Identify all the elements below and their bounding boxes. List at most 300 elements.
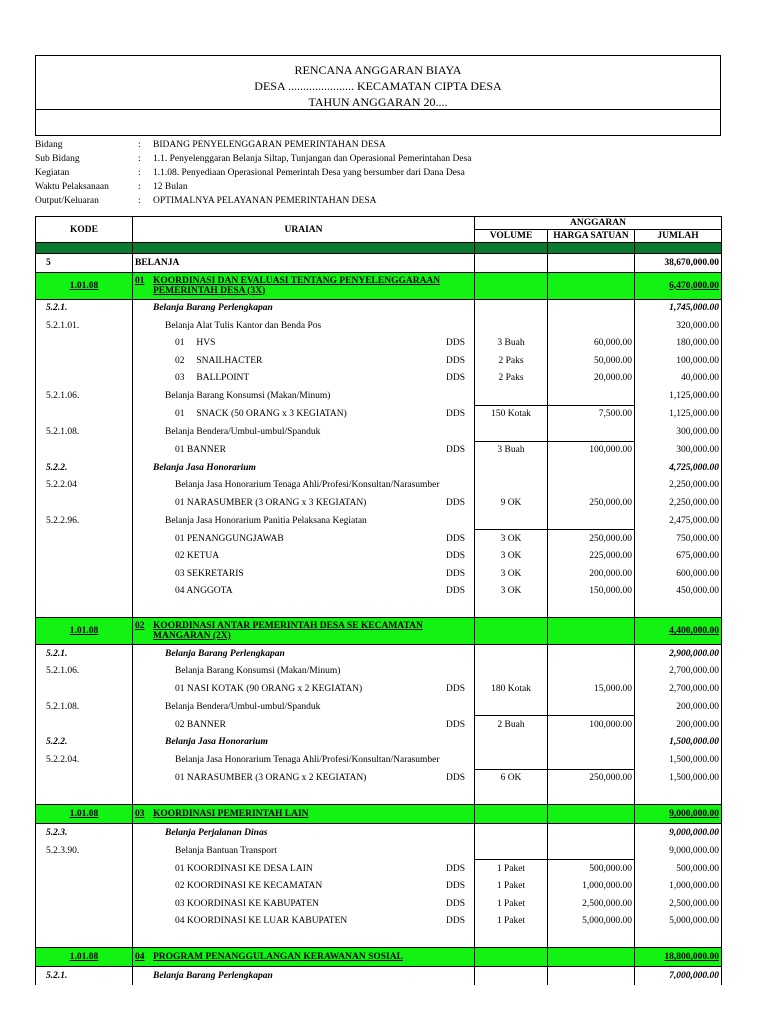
- row-description: [133, 565, 475, 583]
- row-description: [133, 967, 475, 985]
- col-kode: KODE: [36, 217, 133, 243]
- volume-cell: 1 Paket: [475, 878, 548, 896]
- item-name: 01 SNACK (50 ORANG x 3 KEGIATAN): [175, 409, 347, 419]
- price-cell: 250,000.00: [548, 530, 635, 548]
- row-label: Belanja Perjalanan Dinas: [165, 827, 268, 838]
- empty-cell: [548, 930, 635, 948]
- volume-cell: 2 Paks: [475, 352, 548, 370]
- row-label: Belanja Bendera/Umbul-umbul/Spanduk: [165, 427, 321, 437]
- info-value: 1.1.08. Penyediaan Operasional Pemerintah Desa yang bersumber dari Dana Desa: [153, 168, 465, 178]
- table-row: [36, 477, 722, 495]
- row-description: [133, 805, 475, 824]
- item-name: 01 NARASUMBER (3 ORANG x 2 KEGIATAN): [175, 773, 367, 783]
- total-cell: 500,000.00: [635, 860, 722, 878]
- volume-cell: [475, 512, 548, 530]
- activity-title: [153, 809, 309, 819]
- price-cell: [548, 734, 635, 752]
- row-description: [133, 824, 475, 842]
- funding-source: DDS: [446, 586, 466, 597]
- row-description: [133, 663, 475, 681]
- price-cell: 7,500.00: [548, 405, 635, 423]
- volume-cell: 3 OK: [475, 565, 548, 583]
- price-cell: [548, 618, 635, 645]
- price-cell: [548, 299, 635, 317]
- table-row: [36, 663, 722, 681]
- total-cell: 9,000,000.00: [635, 842, 722, 860]
- price-cell: 250,000.00: [548, 769, 635, 787]
- volume-cell: 3 OK: [475, 530, 548, 548]
- row-code: [36, 913, 133, 931]
- activity-title: [153, 621, 423, 641]
- table-row: [36, 512, 722, 530]
- row-code: 5.2.2.96.: [36, 512, 133, 530]
- row-code: 5.2.3.: [36, 824, 133, 842]
- row-description: [133, 387, 475, 405]
- empty-cell: [133, 787, 475, 805]
- activity-title-line-2: PEMERINTAH DESA (3X): [153, 285, 266, 296]
- funding-source: DDS: [446, 568, 466, 579]
- info-row: [35, 138, 721, 152]
- row-code: [36, 716, 133, 734]
- row-description: [133, 698, 475, 716]
- activity-title-line: KOORDINASI PEMERINTAH LAIN: [153, 809, 309, 819]
- volume-cell: 2 Paks: [475, 370, 548, 388]
- table-row: [36, 734, 722, 752]
- table-row: [36, 272, 722, 299]
- table-row: [36, 860, 722, 878]
- price-cell: 50,000.00: [548, 352, 635, 370]
- price-cell: 200,000.00: [548, 565, 635, 583]
- row-code: 5.2.2.04: [36, 477, 133, 495]
- table-row: [36, 967, 722, 985]
- row-description: [133, 335, 475, 353]
- col-number-5: 5: [635, 243, 722, 254]
- volume-cell: 2 Buah: [475, 716, 548, 734]
- col-number-3: 3: [475, 243, 548, 254]
- total-cell: 675,000.00: [635, 548, 722, 566]
- row-label: Belanja Jasa Honorarium Panitia Pelaksana Kegiatan: [165, 515, 367, 526]
- table-row: [36, 769, 722, 787]
- volume-cell: 3 Buah: [475, 335, 548, 353]
- volume-cell: 6 OK: [475, 769, 548, 787]
- blank-row: [35, 110, 721, 136]
- row-description: [133, 548, 475, 566]
- item-name: 03 SEKRETARIS: [175, 568, 244, 579]
- total-cell: 200,000.00: [635, 698, 722, 716]
- funding-source: DDS: [446, 881, 466, 892]
- activity-number: 02: [135, 621, 145, 631]
- table-row: [36, 878, 722, 896]
- total-cell: 200,000.00: [635, 716, 722, 734]
- total-cell: 1,125,000.00: [635, 405, 722, 423]
- row-description: [133, 751, 475, 769]
- price-cell: [548, 842, 635, 860]
- row-code: 1.01.08: [36, 618, 133, 645]
- row-description: [133, 370, 475, 388]
- price-cell: 100,000.00: [548, 716, 635, 734]
- row-label: Belanja Barang Konsumsi (Makan/Minum): [175, 666, 341, 677]
- item-name: 03 KOORDINASI KE KABUPATEN: [175, 898, 320, 909]
- item-name: 02 KETUA: [175, 551, 220, 562]
- row-description: [133, 352, 475, 370]
- budget-table: [35, 216, 722, 985]
- empty-cell: [133, 930, 475, 948]
- row-code: 5.2.1.06.: [36, 387, 133, 405]
- price-cell: [548, 805, 635, 824]
- funding-source: DDS: [446, 409, 466, 419]
- total-cell: 5,000,000.00: [635, 913, 722, 931]
- info-colon: :: [138, 154, 141, 164]
- volume-cell: [475, 477, 548, 495]
- row-description: [133, 878, 475, 896]
- row-code: 5.2.1.08.: [36, 698, 133, 716]
- table-row: [36, 335, 722, 353]
- price-cell: 100,000.00: [548, 441, 635, 459]
- row-label: Belanja Alat Tulis Kantor dan Benda Pos: [165, 320, 322, 331]
- row-label: Belanja Barang Perlengkapan: [165, 648, 285, 659]
- item-name: 04 KOORDINASI KE LUAR KABUPATEN: [175, 916, 348, 927]
- row-description: [133, 842, 475, 860]
- total-cell: 320,000.00: [635, 317, 722, 335]
- row-code: 5.2.1.: [36, 299, 133, 317]
- row-code: 5.2.1.: [36, 967, 133, 985]
- funding-source: DDS: [446, 533, 466, 544]
- col-anggaran: ANGGARAN: [475, 217, 722, 230]
- item-name: 03 BALLPOINT: [175, 373, 250, 384]
- funding-source: DDS: [446, 355, 466, 366]
- total-cell: 9,000,000.00: [635, 824, 722, 842]
- empty-cell: [36, 600, 133, 618]
- row-description: [133, 405, 475, 423]
- info-value: 12 Bulan: [153, 182, 188, 192]
- price-cell: [548, 698, 635, 716]
- activity-title-line: KOORDINASI DAN EVALUASI TENTANG PENYELENGGARAAN: [153, 275, 441, 286]
- row-code: [36, 335, 133, 353]
- document-page: [35, 55, 721, 985]
- price-cell: [548, 948, 635, 967]
- row-code: [36, 878, 133, 896]
- price-cell: [548, 663, 635, 681]
- volume-cell: [475, 698, 548, 716]
- row-description: [133, 317, 475, 335]
- empty-cell: [475, 600, 548, 618]
- funding-source: DDS: [446, 773, 466, 783]
- volume-cell: 3 OK: [475, 583, 548, 601]
- row-description: [133, 459, 475, 477]
- info-row: [35, 180, 721, 194]
- total-cell: 18,800,000.00: [635, 948, 722, 967]
- col-number-2: 2: [133, 243, 475, 254]
- empty-cell: [133, 600, 475, 618]
- row-description: [133, 512, 475, 530]
- price-cell: [548, 459, 635, 477]
- table-row: [36, 680, 722, 698]
- item-name: 01 BANNER: [175, 445, 226, 455]
- total-cell: 1,500,000.00: [635, 751, 722, 769]
- table-row: [36, 548, 722, 566]
- row-description: [133, 769, 475, 787]
- info-label: Sub Bidang: [35, 154, 80, 164]
- volume-cell: [475, 842, 548, 860]
- row-label: Belanja Jasa Honorarium: [153, 462, 256, 473]
- price-cell: 15,000.00: [548, 680, 635, 698]
- volume-cell: [475, 272, 548, 299]
- empty-cell: [475, 787, 548, 805]
- document-title-block: [35, 55, 721, 110]
- row-code: [36, 441, 133, 459]
- item-name: 01 NASI KOTAK (90 ORANG x 2 KEGIATAN): [175, 683, 363, 694]
- volume-cell: [475, 459, 548, 477]
- total-cell: 2,250,000.00: [635, 477, 722, 495]
- col-uraian: URAIAN: [133, 217, 475, 243]
- table-row: [36, 530, 722, 548]
- empty-cell: [635, 600, 722, 618]
- volume-cell: [475, 387, 548, 405]
- item-name: 04 ANGGOTA: [175, 586, 233, 597]
- table-row: [36, 583, 722, 601]
- table-row: [36, 824, 722, 842]
- activity-number: 01: [135, 275, 145, 286]
- row-code: [36, 769, 133, 787]
- volume-cell: [475, 618, 548, 645]
- row-description: [133, 441, 475, 459]
- total-cell: 2,475,000.00: [635, 512, 722, 530]
- table-row: [36, 751, 722, 769]
- row-code: [36, 895, 133, 913]
- row-code: [36, 565, 133, 583]
- activity-title: [153, 952, 403, 962]
- table-row: [36, 600, 722, 618]
- row-code: 5.2.1.06.: [36, 663, 133, 681]
- funding-source: DDS: [446, 445, 466, 455]
- total-cell: 2,700,000.00: [635, 680, 722, 698]
- price-cell: [548, 477, 635, 495]
- item-name: 01 KOORDINASI KE DESA LAIN: [175, 863, 313, 874]
- row-code: 5.2.1.01.: [36, 317, 133, 335]
- row-code: 1.01.08: [36, 948, 133, 967]
- item-name: 01 NARASUMBER (3 ORANG x 3 KEGIATAN): [175, 497, 367, 508]
- total-cell: 300,000.00: [635, 423, 722, 441]
- funding-source: DDS: [446, 338, 466, 349]
- col-jumlah: JUMLAH: [635, 230, 722, 243]
- info-colon: :: [138, 196, 141, 206]
- volume-cell: [475, 805, 548, 824]
- title-line-1: RENCANA ANGGARAN BIAYA: [294, 63, 462, 77]
- table-row: [36, 645, 722, 663]
- empty-cell: [548, 600, 635, 618]
- price-cell: [548, 317, 635, 335]
- total-cell: 4,400,000.00: [635, 618, 722, 645]
- info-value: OPTIMALNYA PELAYANAN PEMERINTAHAN DESA: [153, 196, 377, 206]
- item-name: 01 HVS: [175, 338, 216, 349]
- row-code: [36, 548, 133, 566]
- row-label: Belanja Jasa Honorarium Tenaga Ahli/Profesi/Konsultan/Narasumber: [175, 480, 440, 491]
- table-row: [36, 387, 722, 405]
- activity-title-line-2: MANGARAN (2X): [153, 631, 231, 641]
- table-row: [36, 948, 722, 967]
- info-label: Waktu Pelaksanaan: [35, 182, 109, 192]
- row-code: [36, 680, 133, 698]
- total-cell: 40,000.00: [635, 370, 722, 388]
- info-label: Bidang: [35, 140, 63, 150]
- total-cell: 38,670,000.00: [635, 254, 722, 273]
- funding-source: DDS: [446, 373, 466, 384]
- table-row: [36, 787, 722, 805]
- empty-cell: [548, 787, 635, 805]
- table-row: [36, 405, 722, 423]
- row-description: [133, 299, 475, 317]
- total-cell: 2,250,000.00: [635, 494, 722, 512]
- activity-title-line: PROGRAM PENANGGULANGAN KERAWANAN SOSIAL: [153, 952, 403, 962]
- empty-cell: [36, 930, 133, 948]
- row-code: [36, 494, 133, 512]
- row-code: [36, 405, 133, 423]
- item-name: 02 KOORDINASI KE KECAMATAN: [175, 881, 323, 892]
- row-description: [133, 530, 475, 548]
- row-description: [133, 618, 475, 645]
- activity-number: 04: [135, 952, 145, 962]
- price-cell: [548, 387, 635, 405]
- row-code: 5.2.3.90.: [36, 842, 133, 860]
- item-name: 02 SNAILHACTER: [175, 355, 263, 366]
- total-cell: 1,125,000.00: [635, 387, 722, 405]
- table-row: [36, 913, 722, 931]
- activity-info: [35, 136, 721, 216]
- price-cell: [548, 254, 635, 273]
- total-cell: 2,900,000.00: [635, 645, 722, 663]
- row-label: Belanja Jasa Honorarium Tenaga Ahli/Profesi/Konsultan/Narasumber: [175, 755, 440, 765]
- row-label: Belanja Jasa Honorarium: [165, 737, 268, 748]
- row-description: [133, 583, 475, 601]
- empty-cell: [635, 930, 722, 948]
- col-number-1: 1: [36, 243, 133, 254]
- row-description: [133, 272, 475, 299]
- volume-cell: 3 OK: [475, 548, 548, 566]
- row-code: 5.2.2.04.: [36, 751, 133, 769]
- volume-cell: [475, 254, 548, 273]
- empty-cell: [475, 930, 548, 948]
- price-cell: [548, 423, 635, 441]
- volume-cell: 150 Kotak: [475, 405, 548, 423]
- table-row: [36, 370, 722, 388]
- total-cell: 180,000.00: [635, 335, 722, 353]
- table-row: [36, 459, 722, 477]
- price-cell: 225,000.00: [548, 548, 635, 566]
- row-code: 5.2.2.: [36, 734, 133, 752]
- table-row: [36, 565, 722, 583]
- price-cell: 500,000.00: [548, 860, 635, 878]
- table-row: [36, 299, 722, 317]
- row-description: [133, 716, 475, 734]
- row-description: [133, 895, 475, 913]
- total-cell: 1,500,000.00: [635, 734, 722, 752]
- table-row: [36, 805, 722, 824]
- table-row: [36, 441, 722, 459]
- row-description: [133, 948, 475, 967]
- total-cell: 4,725,000.00: [635, 459, 722, 477]
- row-code: [36, 352, 133, 370]
- activity-title-line: KOORDINASI ANTAR PEMERINTAH DESA SE KECAMATAN: [153, 621, 423, 631]
- price-cell: 1,000,000.00: [548, 878, 635, 896]
- table-row: [36, 254, 722, 273]
- funding-source: DDS: [446, 916, 466, 927]
- price-cell: 5,000,000.00: [548, 913, 635, 931]
- funding-source: DDS: [446, 683, 466, 694]
- info-colon: :: [138, 182, 141, 192]
- funding-source: DDS: [446, 719, 466, 730]
- row-code: 5.2.1.: [36, 645, 133, 663]
- price-cell: [548, 645, 635, 663]
- funding-source: DDS: [446, 898, 466, 909]
- empty-cell: [36, 787, 133, 805]
- price-cell: 250,000.00: [548, 494, 635, 512]
- row-label: Belanja Bendera/Umbul-umbul/Spanduk: [165, 701, 321, 712]
- table-row: [36, 423, 722, 441]
- row-code: [36, 530, 133, 548]
- table-row: [36, 698, 722, 716]
- item-name: 02 BANNER: [175, 719, 226, 730]
- volume-cell: 1 Paket: [475, 860, 548, 878]
- price-cell: 150,000.00: [548, 583, 635, 601]
- activity-number: 03: [135, 809, 145, 819]
- table-row: [36, 317, 722, 335]
- row-code: 1.01.08: [36, 272, 133, 299]
- info-colon: :: [138, 140, 141, 150]
- info-value: BIDANG PENYELENGGARAN PEMERINTAHAN DESA: [153, 140, 386, 150]
- row-code: [36, 370, 133, 388]
- volume-cell: [475, 948, 548, 967]
- price-cell: [548, 272, 635, 299]
- row-description: [133, 913, 475, 931]
- total-cell: 100,000.00: [635, 352, 722, 370]
- activity-title: [153, 276, 440, 296]
- info-row: [35, 152, 721, 166]
- total-cell: 2,500,000.00: [635, 895, 722, 913]
- info-value: 1.1. Penyelenggaran Belanja Siltap, Tunjangan dan Operasional Pemerintahan Desa: [153, 154, 472, 164]
- funding-source: DDS: [446, 863, 466, 874]
- info-row: [35, 194, 721, 208]
- total-cell: 750,000.00: [635, 530, 722, 548]
- row-description: [133, 645, 475, 663]
- table-row: [36, 494, 722, 512]
- row-label: BELANJA: [135, 257, 180, 268]
- price-cell: 60,000.00: [548, 335, 635, 353]
- total-cell: 1,500,000.00: [635, 769, 722, 787]
- row-description: [133, 734, 475, 752]
- table-row: [36, 618, 722, 645]
- table-row: [36, 930, 722, 948]
- row-label: Belanja Bantuan Transport: [175, 845, 277, 856]
- total-cell: 1,745,000.00: [635, 299, 722, 317]
- total-cell: 1,000,000.00: [635, 878, 722, 896]
- price-cell: [548, 751, 635, 769]
- volume-cell: [475, 299, 548, 317]
- volume-cell: [475, 824, 548, 842]
- row-description: [133, 860, 475, 878]
- row-label: Belanja Barang Perlengkapan: [153, 970, 273, 981]
- row-label: Belanja Barang Perlengkapan: [153, 303, 273, 314]
- price-cell: 20,000.00: [548, 370, 635, 388]
- col-harga-satuan: HARGA SATUAN: [548, 230, 635, 243]
- row-code: [36, 860, 133, 878]
- title-line-2: DESA ...................... KECAMATAN CIPTA DESA: [254, 79, 502, 93]
- row-description: [133, 423, 475, 441]
- total-cell: 6,470,000.00: [635, 272, 722, 299]
- row-code: 5: [36, 254, 133, 273]
- volume-cell: [475, 967, 548, 985]
- col-volume: VOLUME: [475, 230, 548, 243]
- info-colon: :: [138, 168, 141, 178]
